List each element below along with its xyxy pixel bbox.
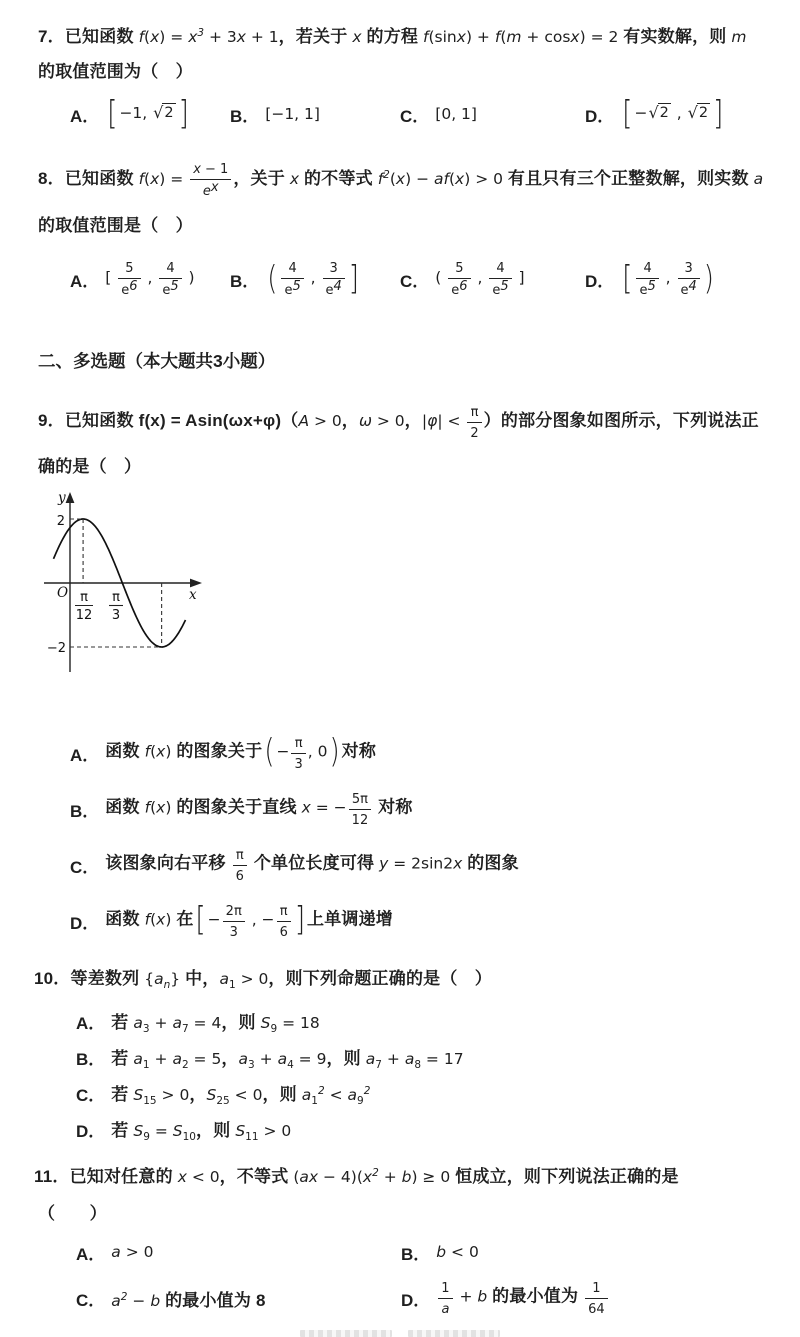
option-content: $a^2 - b$ 的最小值为 8	[111, 1290, 266, 1310]
q11-option-d	[401, 1279, 800, 1318]
q11-options-row-2	[76, 1272, 800, 1324]
q7-option-a	[70, 95, 230, 133]
q11-options-row-1	[76, 1232, 800, 1272]
origin-label: O	[57, 585, 69, 601]
svg-text:π: π	[112, 590, 120, 605]
q7-option-b	[230, 102, 400, 127]
option-content: b < 0	[436, 1242, 479, 1261]
q10-stem: 10．等差数列 $\{a_n\}$ 中，$a_1 > 0$，则下列命题正确的是（ ）	[34, 969, 492, 991]
option-label: C．	[400, 106, 430, 126]
q7-option-d	[585, 95, 800, 133]
option-content: [ $\frac{4}{e^5}$ , $\frac{3}{e^4}$ )	[622, 259, 714, 298]
option-label: B．	[70, 801, 100, 821]
q11-option-c	[76, 1286, 401, 1311]
option-label: D．	[585, 271, 615, 291]
option-content: 若 $S_9 = S_{10}$，则 $S_{11} > 0$	[111, 1120, 292, 1143]
q8-option-d	[585, 259, 800, 299]
q9-option-c	[70, 837, 800, 893]
q7-stem: 7．已知函数 $f(x) = x^3 + 3x + 1$，若关于 x 的方程 f(sinx) + f(m + cosx) = 2 有实数解，则 m 的取值范围为（ ）	[38, 27, 747, 81]
y-max-tick: 2	[56, 514, 65, 529]
option-content: 若 $a_1 + a_2 = 5$，$a_3 + a_4 = 9$，则 $a_7 + a_8 = 17$	[111, 1048, 464, 1071]
q11-option-b	[401, 1240, 800, 1265]
q11-option-a	[76, 1240, 401, 1265]
option-label: D．	[585, 106, 615, 126]
function-graph	[32, 486, 800, 691]
x-tick-pi-12	[75, 590, 93, 623]
svg-text:12: 12	[75, 608, 93, 623]
section-header: 二、多选题（本大题共3小题）	[38, 351, 276, 371]
option-content: 若 $a_3 + a_7 = 4$，则 $S_9 = 18$	[111, 1012, 320, 1035]
q9-option-d	[70, 893, 800, 949]
y-axis-label: y	[58, 490, 66, 506]
option-label: B．	[401, 1244, 431, 1264]
option-content: [ $\frac{5}{e^6}$ , $\frac{4}{e^5}$ )	[105, 261, 195, 298]
option-label: D．	[70, 913, 100, 933]
option-label: A．	[70, 106, 100, 126]
svg-text:π: π	[80, 590, 88, 605]
option-content: [−1, 1]	[265, 104, 320, 123]
q11-stem: 11．已知对任意的 x < 0，不等式 $(ax - 4)(x^2 + b) \ge 0$ 恒成立，则下列说法正确的是	[34, 1167, 679, 1186]
option-content: ( $\frac{5}{e^6}$ , $\frac{4}{e^5}$ ]	[435, 261, 525, 298]
option-content: 函数 f(x) 的图象关于直线 x = − $\frac{5\pi}{12}$ 对称	[105, 791, 413, 828]
option-content: 若 $S_{15} > 0$，$S_{25} < 0$，则 $a_1^2 < a_9^2$	[111, 1084, 371, 1107]
option-content: 函数 f(x) 在[ − $\frac{2\pi}{3}$ , − $\frac{\pi}{6}$ ] 上单调递增	[105, 901, 393, 940]
y-min-tick: −2	[46, 641, 66, 656]
option-content: a > 0	[111, 1242, 154, 1261]
option-content: ( $\frac{4}{e^5}$ , $\frac{3}{e^4}$ ]	[267, 259, 359, 298]
q8-option-c	[400, 259, 585, 299]
q11-answer-parens: （ ）	[38, 1204, 107, 1223]
option-label: C．	[76, 1290, 106, 1310]
footer-smudge	[0, 1330, 800, 1337]
option-label: C．	[400, 271, 430, 291]
option-label: D．	[76, 1121, 106, 1141]
option-content: [0, 1]	[435, 104, 477, 123]
q7-options-row	[70, 92, 800, 136]
x-tick-pi-3	[109, 590, 123, 623]
q10-option-a	[76, 1003, 800, 1039]
q8-stem: 8．已知函数 f(x) = $\frac{x - 1}{e^x}$ ，关于 x 的不等式 $f^2(x) - af(x) > 0$ 有且只有三个正整数解，则实数 a 的取值范围是（ ）	[38, 162, 764, 235]
option-content: 函数 f(x) 的图象关于( − $\frac{\pi}{3}$ , 0) 对称	[105, 733, 377, 772]
svg-text:3: 3	[111, 608, 121, 623]
option-label: D．	[401, 1290, 431, 1310]
q10-option-d	[76, 1111, 800, 1147]
option-label: B．	[76, 1049, 106, 1069]
q10-option-c	[76, 1075, 800, 1111]
option-label: A．	[76, 1013, 106, 1033]
option-label: A．	[70, 271, 100, 291]
y-axis-arrow-icon	[66, 492, 75, 503]
q10-option-b	[76, 1039, 800, 1075]
option-content: [ − √ 2 , √ 2 ]	[622, 95, 724, 133]
option-label: B．	[230, 271, 260, 291]
q8-option-b	[230, 259, 400, 299]
option-content: $\frac{1}{a}$ + b 的最小值为 $\frac{1}{64}$	[436, 1279, 609, 1318]
option-label: A．	[76, 1244, 106, 1264]
q9-option-b	[70, 781, 800, 837]
option-label: C．	[70, 857, 100, 877]
option-label: A．	[70, 745, 100, 765]
q9-stem: 9．已知函数 f(x) = Asin(ωx+φ)（A > 0，ω > 0，|φ| < $\frac{\pi}{2}$ ）的部分图象如图所示，下列说法正确的是（ ）	[38, 405, 759, 476]
x-axis-label: x	[189, 587, 197, 603]
q8-option-a	[70, 259, 230, 299]
option-content: [ −1, √ 2 ]	[107, 95, 189, 133]
option-content: 该图象向右平移 $\frac{\pi}{6}$ 个单位长度可得 y = 2sin2x 的图象	[105, 847, 519, 884]
option-label: C．	[76, 1085, 106, 1105]
option-label: B．	[230, 106, 260, 126]
q9-option-a	[70, 725, 800, 781]
q8-options-row	[70, 252, 800, 306]
q7-option-c	[400, 102, 585, 127]
